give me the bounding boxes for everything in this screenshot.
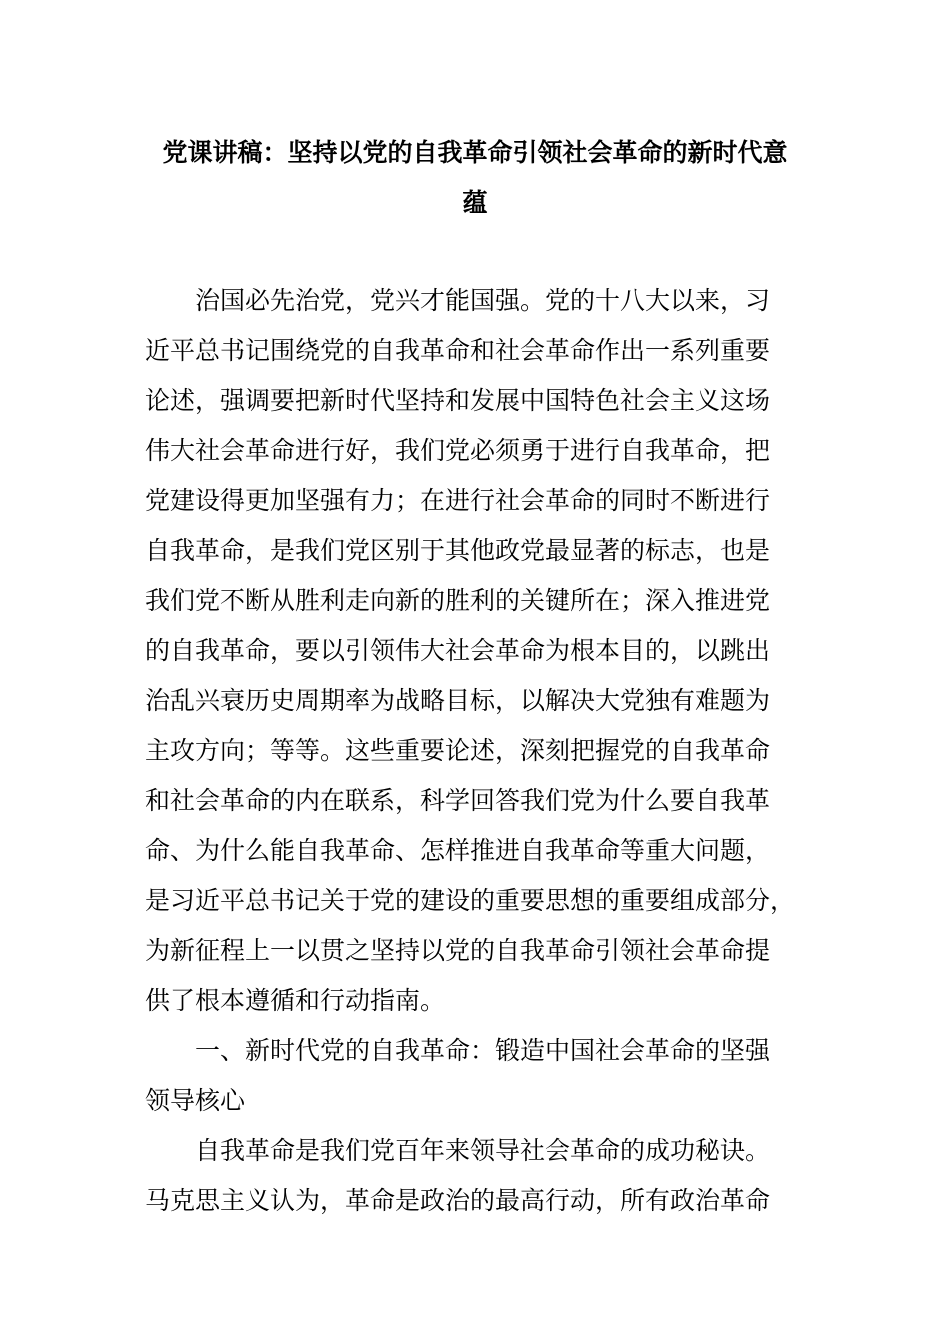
document-title (150, 128, 800, 228)
text-line: 主攻方向；等等。这些重要论述，深刻把握党的自我革命 (145, 736, 771, 765)
text-line: 的自我革命，要以引领伟大社会革命为根本目的，以跳出 (145, 636, 771, 665)
title-line-2: 蕴 (462, 188, 488, 217)
text-line: 马克思主义认为，革命是政治的最高行动，所有政治革命 (145, 1186, 771, 1215)
text-line: 为新征程上一以贯之坚持以党的自我革命引领社会革命提 (145, 936, 771, 965)
text-line: 治国必先治党，党兴才能国强。党的十八大以来，习 (195, 286, 771, 315)
heading-line: 一、新时代党的自我革命：锻造中国社会革命的坚强 (195, 1036, 771, 1065)
text-line: 党建设得更加坚强有力；在进行社会革命的同时不断进行 (145, 486, 771, 515)
document-body (145, 276, 810, 1226)
text-line: 是习近平总书记关于党的建设的重要思想的重要组成部分， (145, 886, 796, 915)
text-line: 自我革命是我们党百年来领导社会革命的成功秘诀。 (195, 1136, 771, 1165)
text-line: 供了根本遵循和行动指南。 (145, 986, 446, 1015)
text-line: 近平总书记围绕党的自我革命和社会革命作出一系列重要 (145, 336, 771, 365)
heading-line: 领导核心 (145, 1086, 246, 1115)
text-line: 治乱兴衰历史周期率为战略目标，以解决大党独有难题为 (145, 686, 771, 715)
paragraph-intro (145, 276, 810, 1026)
text-line: 自我革命，是我们党区别于其他政党最显著的标志，也是 (145, 536, 771, 565)
text-line: 和社会革命的内在联系，科学回答我们党为什么要自我革 (145, 786, 771, 815)
text-line: 我们党不断从胜利走向新的胜利的关键所在；深入推进党 (145, 586, 771, 615)
text-line: 伟大社会革命进行好，我们党必须勇于进行自我革命，把 (145, 436, 771, 465)
text-line: 命、为什么能自我革命、怎样推进自我革命等重大问题， (145, 836, 771, 865)
text-line: 论述，强调要把新时代坚持和发展中国特色社会主义这场 (145, 386, 771, 415)
section-heading (145, 1026, 810, 1126)
paragraph-section-1 (145, 1126, 810, 1226)
title-line-1: 党课讲稿：坚持以党的自我革命引领社会革命的新时代意 (162, 138, 788, 167)
